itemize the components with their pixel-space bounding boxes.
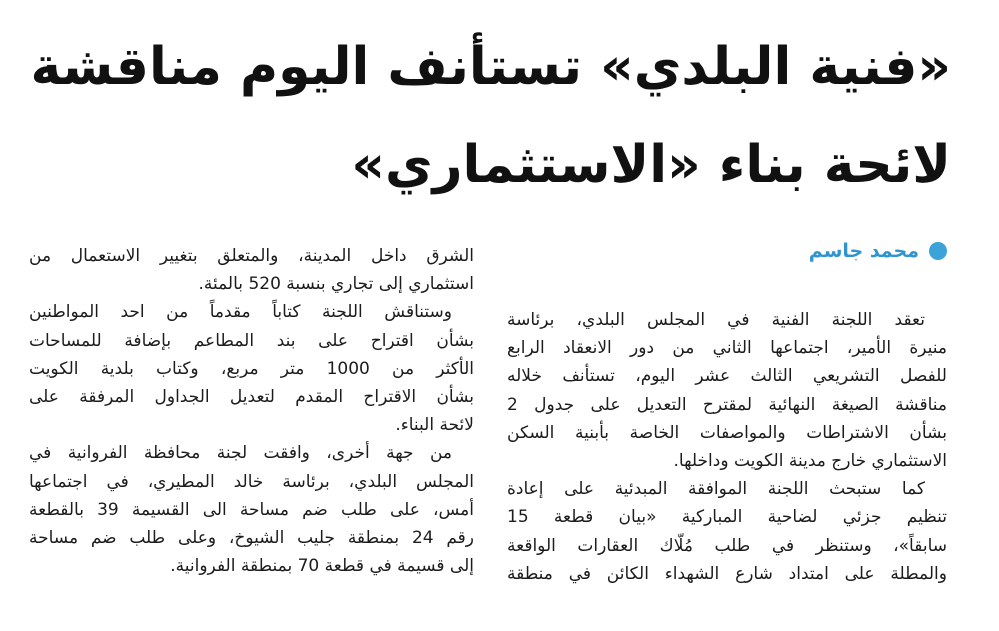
body-line: تنظيم جزئي لضاحية المباركية «بيان قطعة 15 <box>507 507 947 528</box>
article-headline <box>31 18 951 214</box>
headline-line-2: لائحة بناء «الاستثماري» <box>351 135 951 195</box>
body-line: سابقاً»، وستنظر في طلب مُلّاك العقارات الواقعة <box>507 535 947 556</box>
body-line: وستناقش اللجنة كتاباً مقدماً من احد المواطنين <box>29 302 452 323</box>
bullet-dot-icon <box>929 242 947 260</box>
body-line: استثماري إلى تجاري بنسبة 520 بالمئة. <box>198 274 474 295</box>
body-line: لائحة البناء. <box>395 415 474 436</box>
body-line: كما ستبحث اللجنة الموافقة المبدئية على إعادة <box>507 479 925 500</box>
body-line: إلى قسيمة في قطعة 70 بمنطقة الفروانية. <box>170 556 474 577</box>
body-line: بشأن الاشتراطات والمواصفات الخاصة بأبنية السكن <box>507 422 947 443</box>
body-line: المجلس البلدي، برئاسة خالد المطيري، في اجتماعها <box>29 471 474 492</box>
body-line: رقم 24 بمنطقة جليب الشيوخ، وعلى طلب ضم مساحة <box>29 528 474 549</box>
body-line: أمس، على طلب ضم مساحة الى القسيمة 39 بالقطعة <box>29 499 474 520</box>
headline-line-1: «فنية البلدي» تستأنف اليوم مناقشة <box>30 37 951 97</box>
body-line: والمطلة على امتداد شارع الشهداء الكائن في منطقة <box>507 563 947 584</box>
body-line: للفصل التشريعي الثالث عشر اليوم، تستأنف خلاله <box>507 366 947 387</box>
author-name: محمد جاسم <box>808 240 919 262</box>
body-line: بشأن اقتراح على بند المطاعم بإضافة للمساحات <box>29 330 474 351</box>
body-line: منيرة الأمير، اجتماعها الثاني من دور الانعقاد الرابع <box>507 338 947 359</box>
body-line: الشرق داخل المدينة، والمتعلق بتغيير الاستعمال من <box>29 246 474 266</box>
article-column-left <box>29 242 474 580</box>
body-line: الاستثماري خارج مدينة الكويت وداخلها. <box>673 451 947 472</box>
body-line: تعقد اللجنة الفنية في المجلس البلدي، برئاسة <box>507 310 925 330</box>
body-line: مناقشة الصيغة النهائية لمقترح التعديل على جدول 2 <box>507 394 947 415</box>
body-line: بشأن الاقتراح المقدم لتعديل الجداول المرفقة على <box>29 387 474 408</box>
body-line: من جهة أخرى، وافقت لجنة محافظة الفروانية في <box>29 443 452 464</box>
byline <box>809 240 947 262</box>
body-line: الأكثر من 1000 متر مربع، وكتاب بلدية الكويت <box>29 358 474 379</box>
article-column-right <box>507 306 947 588</box>
